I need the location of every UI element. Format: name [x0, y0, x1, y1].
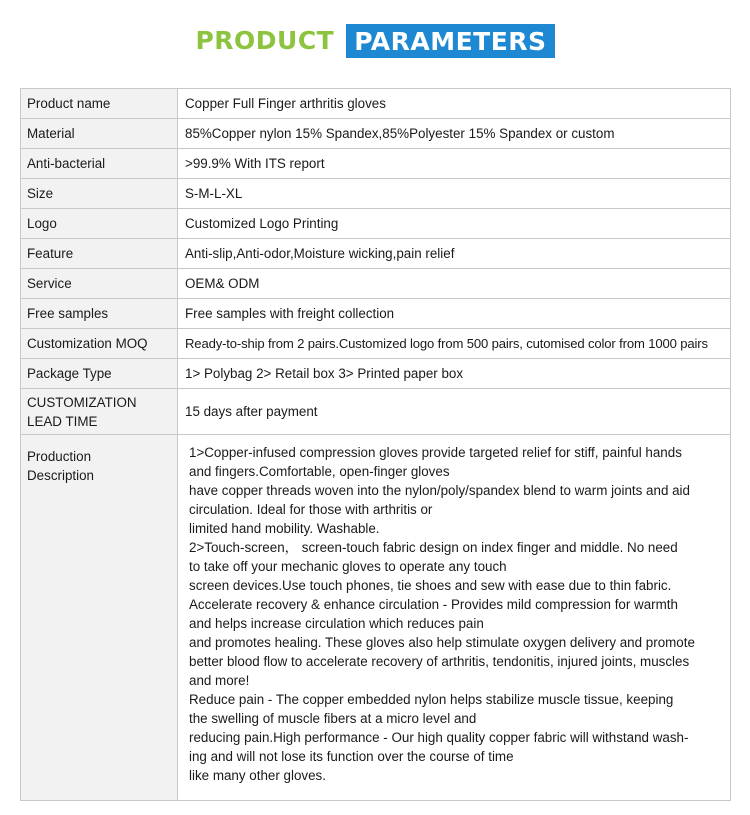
value-product-name: Copper Full Finger arthritis gloves	[178, 89, 731, 119]
value-package-type: 1> Polybag 2> Retail box 3> Printed paper box	[178, 359, 731, 389]
label-description-line2: Description	[27, 468, 94, 483]
description-line: the swelling of muscle fibers at a micro level and	[189, 711, 477, 726]
table-row-size	[21, 179, 731, 209]
value-description	[178, 435, 731, 801]
page-header	[0, 24, 750, 58]
description-line: like many other gloves.	[189, 768, 326, 783]
table-row-description	[21, 435, 731, 801]
value-size: S-M-L-XL	[178, 179, 731, 209]
table-row-feature	[21, 239, 731, 269]
table-row-package-type	[21, 359, 731, 389]
description-line: ing and will not lose its function over the course of time	[189, 749, 514, 764]
label-product-name: Product name	[21, 89, 178, 119]
label-feature: Feature	[21, 239, 178, 269]
label-anti-bacterial: Anti-bacterial	[21, 149, 178, 179]
description-line: have copper threads woven into the nylon/poly/spandex blend to warm joints and aid	[189, 483, 690, 498]
label-description-line1: Production	[27, 449, 92, 464]
label-free-samples: Free samples	[21, 299, 178, 329]
label-package-type: Package Type	[21, 359, 178, 389]
description-line: 2>Touch-screen， screen-touch fabric design on index finger and middle. No need	[189, 540, 678, 555]
description-line: Accelerate recovery & enhance circulation - Provides mild compression for warmth	[189, 597, 678, 612]
label-description	[21, 435, 178, 801]
label-service: Service	[21, 269, 178, 299]
description-line: limited hand mobility. Washable.	[189, 521, 380, 536]
title-product: PRODUCT	[195, 26, 335, 55]
value-free-samples: Free samples with freight collection	[178, 299, 731, 329]
label-customization-moq: Customization MOQ	[21, 329, 178, 359]
product-parameters-table	[20, 88, 731, 801]
label-size: Size	[21, 179, 178, 209]
label-lead-time-line1: CUSTOMIZATION	[27, 394, 137, 410]
value-feature: Anti-slip,Anti-odor,Moisture wicking,pain relief	[178, 239, 731, 269]
table-row-logo	[21, 209, 731, 239]
value-material: 85%Copper nylon 15% Spandex,85%Polyester 15% Spandex or custom	[178, 119, 731, 149]
label-lead-time-line2: LEAD TIME	[27, 413, 98, 429]
label-material: Material	[21, 119, 178, 149]
value-customization-moq: Ready-to-ship from 2 pairs.Customized logo from 500 pairs, cutomised color from 1000 pairs	[178, 329, 731, 359]
description-line: better blood flow to accelerate recovery of arthritis, tendonitis, injured joints, muscles	[189, 654, 690, 669]
label-lead-time	[21, 389, 178, 435]
table-row-lead-time	[21, 389, 731, 435]
description-line: to take off your mechanic gloves to operate any touch	[189, 559, 507, 574]
value-service: OEM& ODM	[178, 269, 731, 299]
description-line: circulation. Ideal for those with arthritis or	[189, 502, 433, 517]
description-line: and more!	[189, 673, 250, 688]
table-row-free-samples	[21, 299, 731, 329]
label-logo: Logo	[21, 209, 178, 239]
table-row-service	[21, 269, 731, 299]
description-line: Reduce pain - The copper embedded nylon helps stabilize muscle tissue, keeping	[189, 692, 674, 707]
value-anti-bacterial: >99.9% With ITS report	[178, 149, 731, 179]
description-line: and helps increase circulation which reduces pain	[189, 616, 484, 631]
table-row-customization-moq	[21, 329, 731, 359]
value-lead-time: 15 days after payment	[178, 389, 731, 435]
description-line: screen devices.Use touch phones, tie shoes and sew with ease due to thin fabric.	[189, 578, 672, 593]
description-line: and fingers.Comfortable, open-finger gloves	[189, 464, 450, 479]
title-parameters-box: PARAMETERS	[346, 24, 554, 58]
description-line: and promotes healing. These gloves also help stimulate oxygen delivery and promote	[189, 635, 695, 650]
description-line: 1>Copper-infused compression gloves provide targeted relief for stiff, painful hands	[189, 445, 682, 460]
table-row-anti-bacterial	[21, 149, 731, 179]
table-row-product-name	[21, 89, 731, 119]
table-row-material	[21, 119, 731, 149]
description-line: reducing pain.High performance - Our high quality copper fabric will withstand wash-	[189, 730, 689, 745]
value-logo: Customized Logo Printing	[178, 209, 731, 239]
